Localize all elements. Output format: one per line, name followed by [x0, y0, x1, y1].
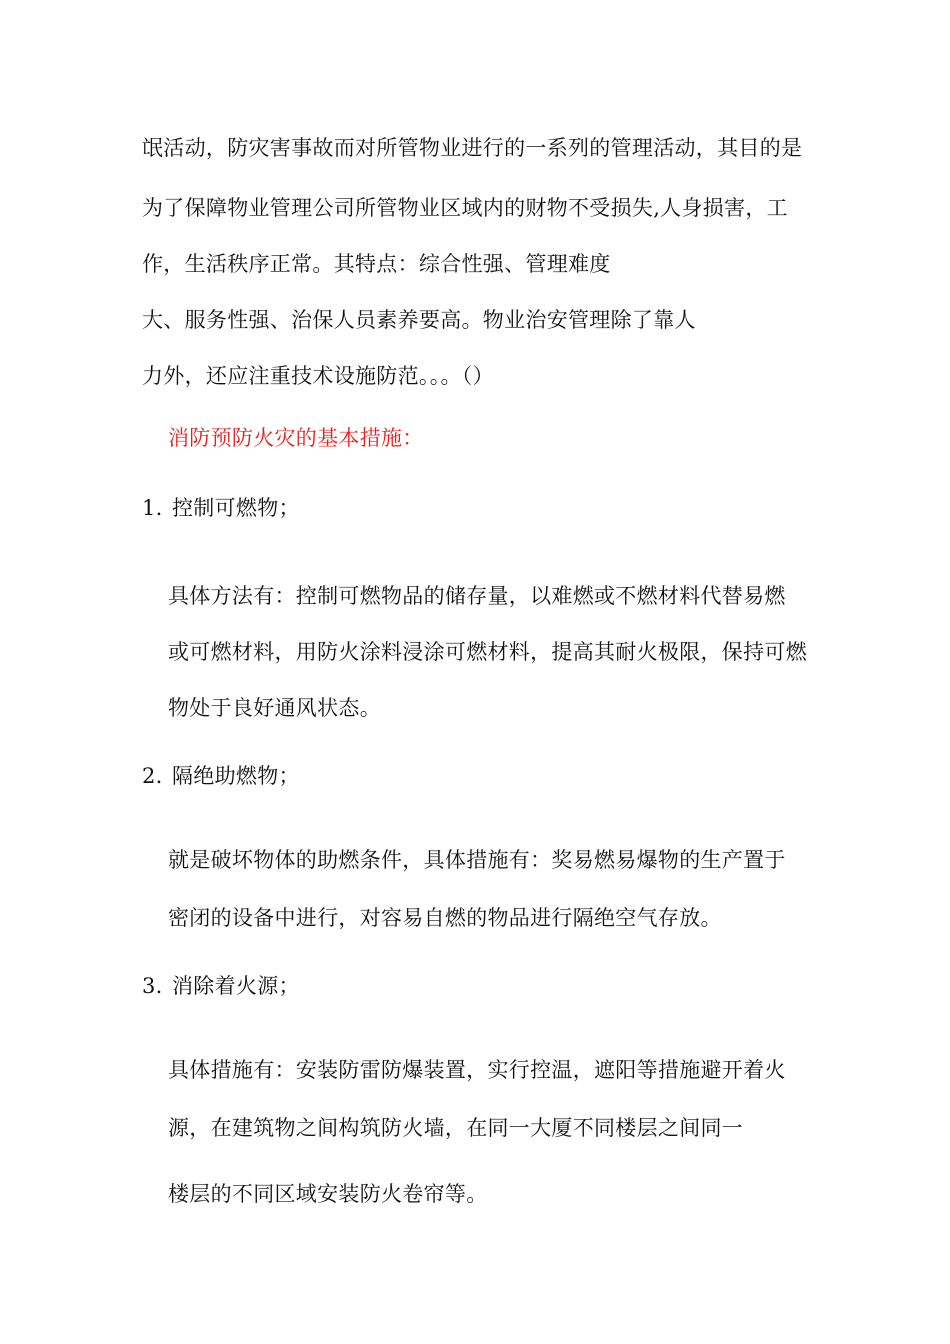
intro-line: 作，生活秩序正常。其特点：综合性强、管理难度	[142, 252, 611, 276]
item-number: 3.	[142, 974, 163, 998]
item-body-line: 物处于良好通风状态。	[168, 696, 381, 720]
list-item-title	[142, 972, 300, 1000]
item-body-line: 具体方法有：控制可燃物品的储存量，以难燃或不燃材料代替易燃	[168, 584, 786, 608]
item-body-line: 源，在建筑物之间构筑防火墙，在同一大厦不同楼层之间同一	[168, 1116, 744, 1140]
item-title: 控制可燃物；	[172, 496, 300, 520]
list-item-title	[142, 762, 300, 790]
item-number: 2.	[142, 764, 163, 788]
item-body-line: 楼层的不同区域安装防火卷帘等。	[168, 1182, 488, 1206]
intro-line: 力外，还应注重技术设施防范。。。（）	[142, 364, 494, 388]
item-number: 1.	[142, 496, 163, 520]
item-body-line: 就是破坏物体的助燃条件，具体措施有：奖易燃易爆物的生产置于	[168, 848, 786, 872]
intro-line: 大、服务性强、治保人员素养要高。物业治安管理除了靠人	[142, 308, 696, 332]
intro-line: 为了保障物业管理公司所管物业区域内的财物不受损失,人身损害，工	[142, 196, 788, 220]
item-title: 消除着火源；	[172, 974, 300, 998]
item-title: 隔绝助燃物；	[172, 764, 300, 788]
intro-line: 氓活动，防灾害事故而对所管物业进行的一系列的管理活动，其目的是	[142, 136, 803, 160]
item-body-line: 具体措施有：安装防雷防爆装置，实行控温，遮阳等措施避开着火	[168, 1058, 786, 1082]
section-heading: 消防预防火灾的基本措施：	[168, 426, 424, 450]
item-body-line: 密闭的设备中进行，对容易自燃的物品进行隔绝空气存放。	[168, 906, 722, 930]
item-body-line: 或可燃材料，用防火涂料浸涂可燃材料，提高其耐火极限，保持可燃	[168, 640, 807, 664]
list-item-title	[142, 494, 300, 522]
